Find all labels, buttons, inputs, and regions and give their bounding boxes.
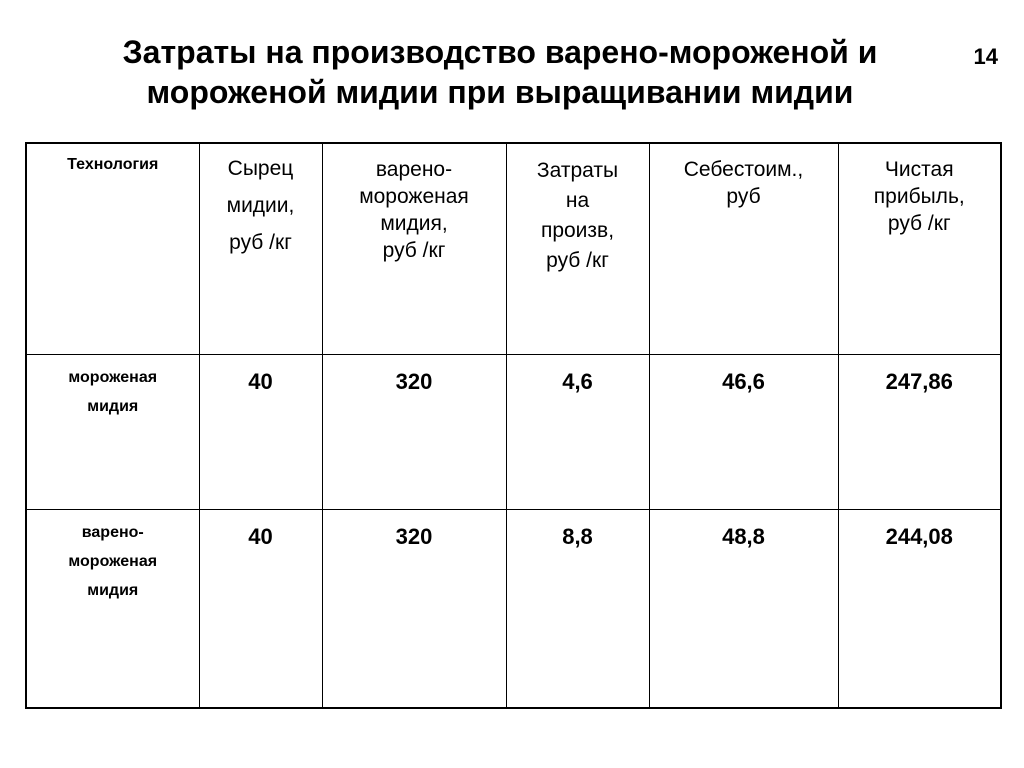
header-line: мидия, [380,212,448,235]
header-line: произв, [540,219,615,242]
header-cell-cost-price [649,143,838,354]
header-line: варено- [375,158,453,181]
row-label-line: мороженая [68,552,158,570]
table-cell: 320 [322,354,506,509]
header-cell-boiled-frozen-price [322,143,506,354]
header-cell-technology [26,143,199,354]
slide-title-line-1: Затраты на производство варено-мороженой и [122,34,878,70]
table-cell: 4,6 [506,354,649,509]
header-line: Чистая [884,158,954,181]
row-label-line: мидия [87,581,139,599]
header-line: Технология [67,156,159,173]
table-cell: 48,8 [649,509,838,708]
header-line: руб /кг [382,239,446,262]
table-cell: 40 [199,509,322,708]
header-line: мидии, [226,194,295,217]
header-line: на [565,189,590,212]
header-cell-production-costs [506,143,649,354]
table-cell: 40 [199,354,322,509]
row-label-line: мороженая [68,368,158,386]
header-cell-net-profit [838,143,1001,354]
row-label-line: варено- [81,523,144,541]
table-row [26,509,1001,708]
header-line: Сырец [227,157,294,180]
slide-title [40,32,960,112]
table-cell: 247,86 [838,354,1001,509]
table-cell: 46,6 [649,354,838,509]
header-line: руб [726,185,761,208]
table-cell: 320 [322,509,506,708]
cost-table [25,142,1002,709]
header-line: руб /кг [229,231,292,254]
table-cell: 8,8 [506,509,649,708]
header-line: руб /кг [887,212,951,235]
row-label-boiled-frozen-mussel [26,509,199,708]
row-label-frozen-mussel [26,354,199,509]
header-line: руб /кг [546,249,609,272]
table-row [26,354,1001,509]
row-label-line: мидия [87,397,139,415]
header-line: Затраты [536,159,619,182]
header-line: Себестоим., [683,158,804,181]
page-number: 14 [973,44,998,69]
header-line: мороженая [359,185,469,208]
slide-title-line-2: мороженой мидии при выращивании мидии [146,74,854,110]
table-header-row [26,143,1001,354]
header-cell-raw-mussel-price [199,143,322,354]
header-line: прибыль, [873,185,965,208]
table-cell: 244,08 [838,509,1001,708]
